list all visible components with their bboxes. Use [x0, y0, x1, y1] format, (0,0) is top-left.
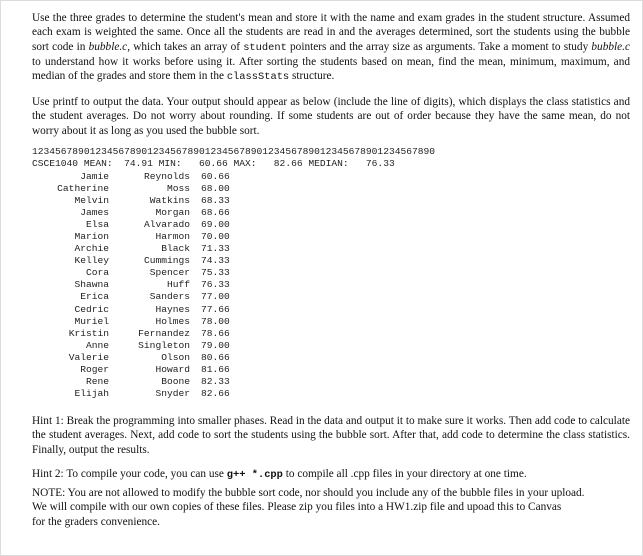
student-first-name: Kristin [68, 327, 109, 339]
filename-bubble-c: bubble.c [591, 40, 630, 53]
student-last-name: Howard [155, 363, 190, 375]
student-last-name: Huff [166, 279, 190, 291]
student-mean: 76.33 [201, 279, 230, 291]
student-last-name: Olson [161, 351, 190, 363]
student-mean: 70.00 [201, 231, 230, 243]
student-last-name: Snyder [155, 387, 190, 399]
student-last-name: Boone [161, 375, 190, 387]
note-line: for the graders convenience. [32, 515, 160, 528]
student-mean: 77.66 [201, 303, 230, 315]
student-last-name: Harmon [155, 231, 190, 243]
student-first-name: Elijah [74, 387, 109, 399]
student-last-name: Reynolds [143, 171, 190, 182]
instructions-paragraph-1 [32, 11, 630, 84]
student-mean: 68.00 [201, 183, 230, 195]
compile-command: g++ *.cpp [226, 469, 283, 481]
note-line: We will compile with our own copies of these files. Please zip you files into a HW1.zip file and upoad this to Canvas [32, 501, 562, 514]
filename-bubble-c: bubble.c [88, 40, 128, 53]
text-run: to understand how it works before using it. After sorting the students based on mean, find the mean, minimum, maximum, and median of the grades and store them in the [32, 55, 630, 83]
student-last-name: Morgan [155, 207, 190, 219]
student-last-name: Spencer [149, 267, 190, 279]
student-last-name: Alvarado [143, 219, 190, 231]
student-first-name: Catherine [57, 183, 109, 195]
text-run: , which takes an array of [127, 40, 244, 53]
student-mean: 71.33 [201, 243, 230, 255]
student-last-name: Singleton [138, 339, 190, 351]
student-mean: 79.00 [201, 339, 230, 351]
student-mean: 78.00 [201, 315, 230, 327]
student-first-name: Cora [85, 267, 109, 279]
note-line: NOTE: You are not allowed to modify the bubble sort code, nor should you include any of the bubble files in your upload. [32, 487, 585, 499]
student-last-name: Watkins [149, 195, 190, 207]
student-last-name: Fernandez [138, 327, 190, 339]
student-last-name: Holmes [155, 315, 190, 327]
student-first-name: Archie [74, 243, 109, 255]
student-first-name: Kelley [74, 255, 109, 267]
class-stats-line: CSCE1040 MEAN: 74.91 MIN: 60.66 MAX: 82.66 MEDIAN: 76.33 [32, 158, 395, 169]
student-first-name: Marion [74, 231, 109, 243]
text-run: to compile all .cpp files in your directory at one time. [282, 468, 527, 480]
student-first-name: Elsa [85, 219, 109, 231]
student-first-name: Valerie [68, 351, 109, 363]
student-first-name: Rene [85, 375, 109, 387]
student-first-name: Melvin [74, 195, 109, 207]
instructions-paragraph-2: Use printf to output the data. Your output should appear as below (include the line of digits), which displays the class statistics and the student averages. Do not worry about rounding. If some students are out of order because they have the same mean, do not worry about it as long as you used the bubble sort. [32, 96, 630, 137]
student-first-name: Shawna [74, 279, 109, 291]
student-first-name: Roger [80, 363, 109, 375]
student-last-name: Moss [166, 183, 190, 195]
code-student: student [243, 41, 287, 54]
student-mean: 78.66 [201, 327, 230, 339]
student-mean: 60.66 [201, 171, 230, 182]
student-first-name: Muriel [74, 315, 109, 327]
student-last-name: Sanders [149, 291, 190, 303]
student-mean: 69.00 [201, 219, 230, 231]
text-run: pointers and the array size as arguments. Take a moment to study [286, 40, 592, 53]
hint-2 [32, 467, 630, 482]
note-paragraph [32, 486, 630, 529]
student-mean: 81.66 [201, 363, 230, 375]
student-mean: 74.33 [201, 255, 230, 267]
text-run: Use the three grades to determine the student's mean and store it with the name and exam grades in the student structure. Assumed each exam is weighted the same. Once all the students are read in and the averages determined, sort the students using the bubble sort code in [32, 12, 630, 53]
student-mean: 68.66 [201, 207, 230, 219]
hint-1: Hint 1: Break the programming into smaller phases. Read in the data and output it to make sure it works. Then add code to calculate the student averages. Next, add code to sort the students using the bubble sort. After that, add code to determine the class statistics. Finally, output the results. [32, 415, 630, 456]
student-last-name: Cummings [143, 255, 190, 267]
digit-ruler-line: 1234567890123456789012345678901234567890123456789012345678901234567890 [32, 146, 436, 157]
student-mean: 77.00 [201, 291, 230, 303]
student-first-name: Anne [85, 339, 109, 351]
text-run: Hint 2: To compile your code, you can use [32, 468, 227, 480]
student-first-name: Jamie [80, 171, 109, 182]
text-run: structure. [289, 70, 335, 83]
student-last-name: Haynes [155, 303, 190, 315]
student-mean: 75.33 [201, 267, 230, 279]
student-first-name: Cedric [74, 303, 109, 315]
student-mean: 82.66 [201, 387, 230, 399]
student-mean: 80.66 [201, 351, 230, 363]
student-mean: 82.33 [201, 375, 230, 387]
student-last-name: Black [161, 243, 190, 255]
code-classstats: classStats [226, 71, 290, 84]
student-mean: 68.33 [201, 195, 230, 207]
student-first-name: James [80, 207, 109, 219]
student-first-name: Erica [80, 291, 109, 303]
